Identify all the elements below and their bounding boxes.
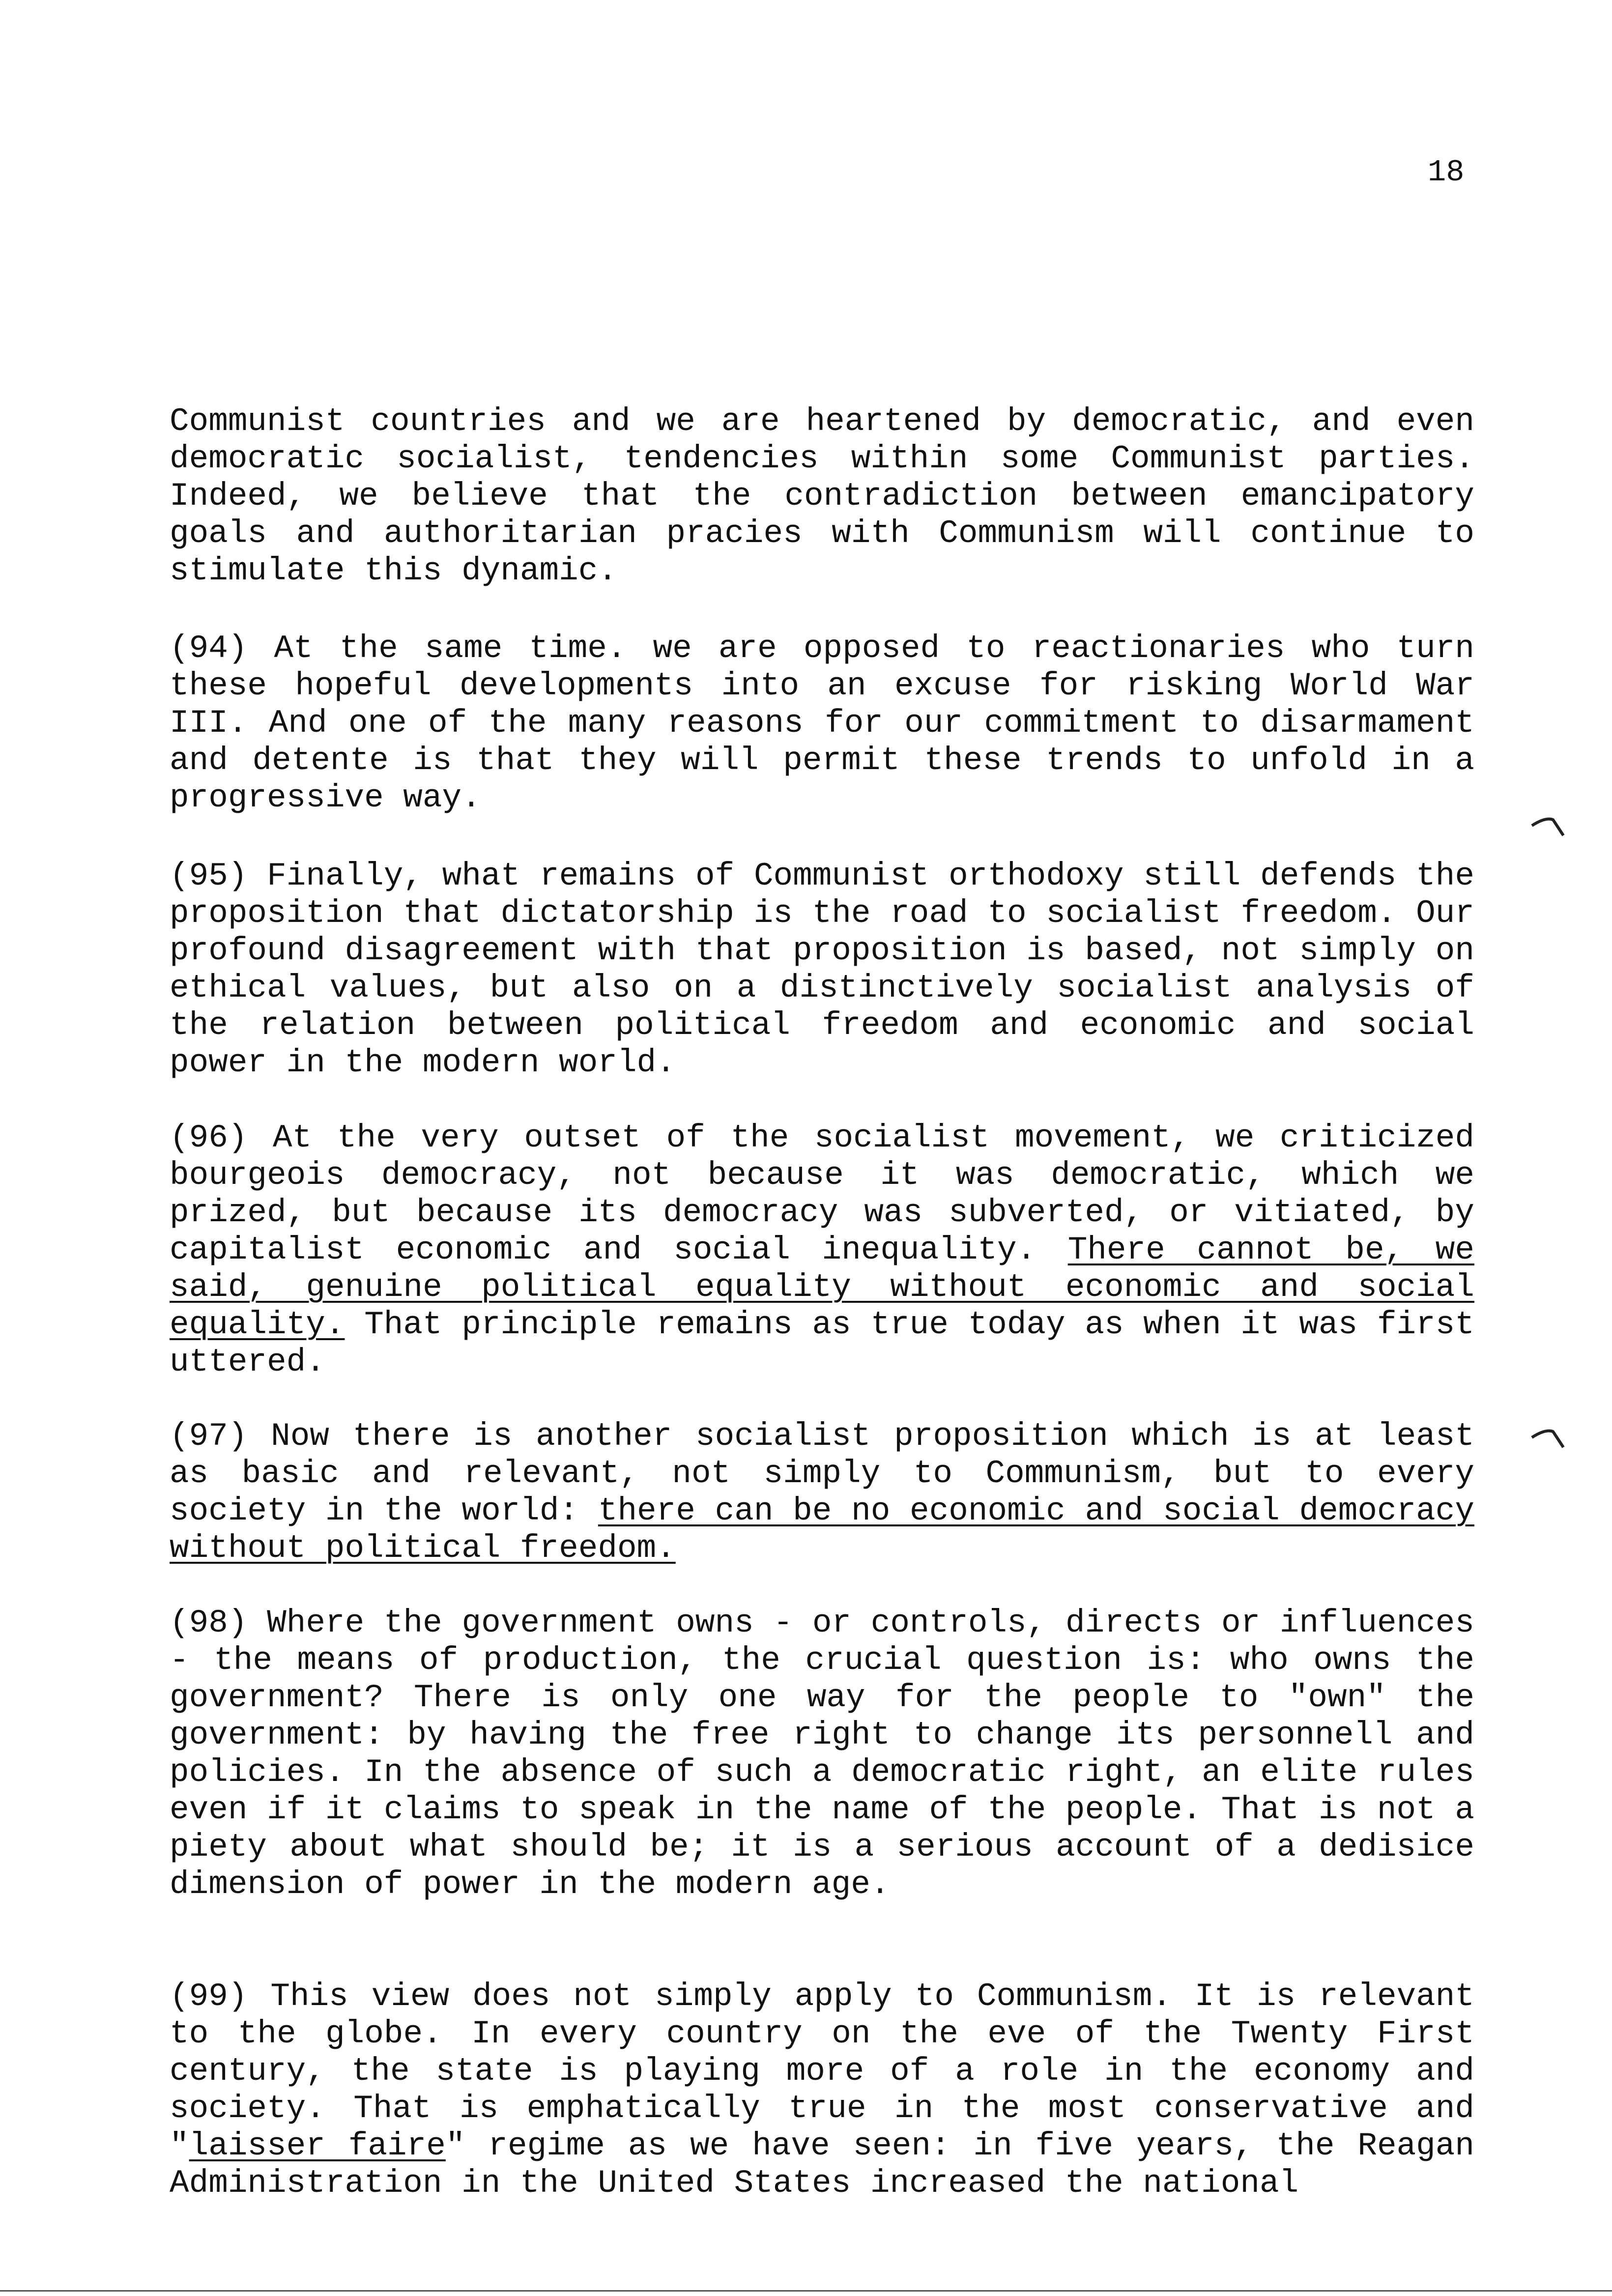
paragraph-98: (98) Where the government owns - or controls, directs or influences - the means of production, the crucial question is: who owns the government? There is only one way for the people to "own" the government: by having the free right to change its personnell and policies. In the absence of such a democratic right, an elite rules even if it claims to speak in the name of the people. That is not a piety about what should be; it is a serious account of a dedisice dimension of power in the modern age. <box>170 1605 1474 1903</box>
paragraph-94: (94) At the same time. we are opposed to reactionaries who turn these hopeful developments into an excuse for risking World War III. And one of the many reasons for our commitment to disarmament and detente is that they will permit these trends to unfold in a progressive way. <box>170 630 1474 816</box>
paragraph-97-text: (97) Now there is another socialist proposition which is at least as basic and relevant, not simply to Communism, but to every society in the world: <box>170 1418 1474 1529</box>
margin-bracket-mark-2 <box>1531 1428 1565 1452</box>
margin-bracket-mark <box>1531 816 1565 840</box>
paragraph-99 <box>170 1978 1474 2202</box>
paragraph-96 <box>170 1119 1474 1381</box>
page-number: 18 <box>1428 155 1465 190</box>
paragraph-97 <box>170 1418 1474 1567</box>
paragraph-96-text: (96) At the very outset of the socialist movement, we criticized bourgeois democracy, not because it was democratic, which we prized, but because its democracy was subverted, or vitiated, by capitalist economic and social inequality. <box>170 1119 1474 1268</box>
paragraph-continuation: Communist countries and we are heartened by democratic, and even democratic socialist, tendencies within some Communist parties. Indeed, we believe that the contradiction between emancipatory goals and authoritarian pracies with Communism will continue to stimulate this dynamic. <box>170 403 1474 589</box>
paragraph-95: (95) Finally, what remains of Communist orthodoxy still defends the proposition that dictatorship is the road to socialist freedom. Our profound disagreement with that proposition is based, not simply on ethical values, but also on a distinctively socialist analysis of the relation between political freedom and economic and social power in the modern world. <box>170 858 1474 1081</box>
paragraph-96-text-after: That principle remains as true today as when it was first uttered. <box>170 1306 1474 1380</box>
bottom-edge-rule <box>0 2290 1612 2292</box>
paragraph-99-text-after: " regime as we have seen: in five years, the Reagan Administration in the United States increased the national <box>170 2127 1474 2202</box>
paragraph-99-underlined: laisser faire <box>189 2127 446 2164</box>
paragraph-99-text: (99) This view does not simply apply to Communism. It is relevant to the globe. In every country on the eve of the Twenty First century, the state is playing more of a role in the economy and society. That is emphatically true in the most conservative and " <box>170 1978 1474 2164</box>
paragraph-97-underlined: there can be no economic and social democracy without political freedom. <box>170 1492 1474 1567</box>
paragraph-96-underlined: There cannot be, we said, genuine political equality without economic and social equality. <box>170 1232 1474 1343</box>
